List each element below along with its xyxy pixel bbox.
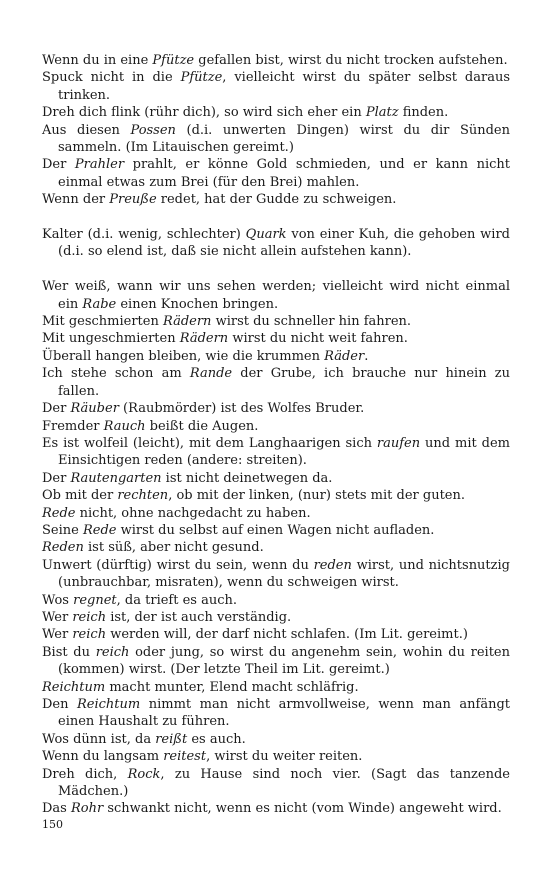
proverb-text: Mit geschmierten xyxy=(42,314,163,330)
proverb-text: , zu Hause sind noch vier. (Sagt das tanzende Mädchen.) xyxy=(58,766,510,800)
proverb-text: Wer weiß, wann wir uns sehen werden; vielleicht wird nicht einmal ein xyxy=(42,279,510,312)
proverb-entry xyxy=(42,696,510,731)
keyword: Rande xyxy=(189,366,233,382)
proverb-text: ist nicht deinetwegen da. xyxy=(161,470,333,486)
proverb-entry xyxy=(42,330,510,347)
proverb-text: prahlt, er könne Gold schmieden, und er kann nicht einmal etwas zum Brei (für den Brei) mahlen. xyxy=(58,157,510,190)
proverb-text: Das xyxy=(42,801,71,817)
proverb-text: Den xyxy=(42,697,78,712)
keyword: Pfütze xyxy=(152,53,195,68)
keyword: reich xyxy=(72,627,107,643)
proverb-text: . xyxy=(364,348,369,364)
keyword: Reden xyxy=(42,540,84,556)
proverb-text: , da trieft es auch. xyxy=(116,592,237,608)
keyword: raufen xyxy=(376,435,421,451)
proverb-entry xyxy=(42,766,510,801)
proverb-text: Wenn du langsam xyxy=(42,749,164,765)
keyword: regnet xyxy=(73,592,117,608)
proverb-text: Unwert (dürftig) wirst du sein, wenn du xyxy=(42,557,314,573)
proverb-text: Wos xyxy=(42,592,74,608)
keyword: reich xyxy=(95,644,130,660)
proverb-entry xyxy=(42,122,510,157)
proverb-text: Wer xyxy=(42,609,73,625)
proverb-text: und mit dem Einsichtigen reden (andere: streiten). xyxy=(58,435,510,469)
proverb-entry xyxy=(42,348,510,365)
proverb-text: (Raubmörder) ist des Wolfes Bruder. xyxy=(118,401,365,417)
proverb-text: Der xyxy=(42,401,71,417)
proverb-entry xyxy=(42,104,510,121)
keyword: Rohr xyxy=(70,801,104,817)
proverb-entry xyxy=(42,365,510,400)
keyword: Rädern xyxy=(162,314,212,330)
proverb-text: gefallen bist, wirst du nicht trocken aufstehen. xyxy=(194,53,508,68)
proverb-text: Wenn du in eine xyxy=(42,53,153,68)
proverb-text: nimmt man nicht armvollweise, wenn man anfängt einen Haushalt zu führen. xyxy=(58,697,510,730)
proverb-entry xyxy=(42,748,510,765)
proverb-entry xyxy=(42,592,510,609)
keyword: reich xyxy=(72,609,107,625)
keyword: Rautengarten xyxy=(70,470,162,486)
proverb-list xyxy=(42,52,510,818)
proverb-text: Wer xyxy=(42,627,73,643)
proverb-text: , wirst du weiter reiten. xyxy=(206,749,363,765)
proverb-text: wirst du nicht weit fahren. xyxy=(228,331,408,347)
proverb-text: Mit ungeschmierten xyxy=(42,331,180,347)
keyword: Reichtum xyxy=(77,697,141,712)
proverb-text: Ob mit der xyxy=(42,488,118,504)
keyword: Rede xyxy=(82,522,117,538)
proverb-text: Dreh dich flink (rühr dich), so wird sich eher ein xyxy=(42,105,366,121)
proverb-text: finden. xyxy=(398,105,449,121)
keyword: Pfütze xyxy=(180,70,223,86)
page-number: 150 xyxy=(42,818,63,831)
keyword: Rede xyxy=(42,505,76,521)
proverb-text: Bist du xyxy=(42,644,96,660)
section-gap xyxy=(42,209,510,226)
proverb-entry xyxy=(42,418,510,435)
proverb-entry xyxy=(42,539,510,556)
proverb-entry xyxy=(42,191,510,208)
keyword: Rauch xyxy=(103,418,146,434)
keyword: Preuße xyxy=(109,192,157,208)
proverb-entry xyxy=(42,470,510,487)
proverb-text: Der xyxy=(42,470,71,486)
proverb-text: Kalter (d.i. wenig, schlechter) xyxy=(42,227,246,243)
proverb-text: Wenn der xyxy=(42,192,110,208)
proverb-text: Fremder xyxy=(42,418,104,434)
proverb-text: es auch. xyxy=(187,731,246,747)
proverb-text: Spuck nicht in die xyxy=(42,70,181,86)
keyword: Rock xyxy=(127,766,161,782)
proverb-text: ist süß, aber nicht gesund. xyxy=(83,540,264,556)
proverb-text: Dreh dich, xyxy=(42,766,128,782)
proverb-entry xyxy=(42,505,510,522)
proverb-entry xyxy=(42,278,510,313)
proverb-text: wirst, und nichtsnutzig (unbrauchbar, misraten), wenn du schweigen wirst. xyxy=(58,557,510,591)
proverb-entry xyxy=(42,731,510,748)
proverb-text: macht munter, Elend macht schläfrig. xyxy=(105,679,359,695)
proverb-text: von einer Kuh, die gehoben wird (d.i. so elend ist, daß sie nicht allein aufstehen kann). xyxy=(58,227,511,260)
keyword: Rabe xyxy=(82,296,117,312)
proverb-text: , vielleicht wirst du später selbst daraus trinken. xyxy=(58,70,510,103)
proverb-text: nicht, ohne nachgedacht zu haben. xyxy=(75,505,311,521)
proverb-text: Es ist wolfeil (leicht), mit dem Langhaarigen sich xyxy=(42,435,377,451)
proverb-text: schwankt nicht, wenn es nicht (vom Winde) angeweht wird. xyxy=(103,801,502,817)
proverb-text: wirst du schneller hin fahren. xyxy=(211,314,412,330)
proverb-text: redet, hat der Gudde zu schweigen. xyxy=(156,192,397,208)
keyword: Quark xyxy=(245,227,287,243)
proverb-text: Ich stehe schon am xyxy=(42,366,190,382)
keyword: Räuber xyxy=(70,401,119,417)
proverb-text: beißt die Augen. xyxy=(145,418,259,434)
keyword: Räder xyxy=(324,348,365,364)
section-gap xyxy=(42,261,510,278)
proverb-entry xyxy=(42,69,510,104)
proverb-text: Der xyxy=(42,157,75,173)
proverb-entry xyxy=(42,644,510,679)
proverb-entry xyxy=(42,487,510,504)
proverb-text: Wos dünn ist, da xyxy=(42,731,156,747)
keyword: reitest xyxy=(163,749,207,765)
proverb-text: (d.i. unwerten Dingen) wirst du dir Sünden sammeln. (Im Litauischen gereimt.) xyxy=(58,122,510,156)
proverb-entry xyxy=(42,313,510,330)
proverb-entry xyxy=(42,435,510,470)
proverb-text: Überall hangen bleiben, wie die krummen xyxy=(42,348,325,364)
proverb-text: der Grube, ich brauche nur hinein zu fallen. xyxy=(58,366,510,399)
proverb-entry xyxy=(42,400,510,417)
proverb-text: Aus diesen xyxy=(42,122,131,138)
keyword: Platz xyxy=(365,105,399,121)
proverb-text: oder jung, so wirst du angenehm sein, wohin du reiten (kommen) wirst. (Der letzte Theil im Lit. gereimt.) xyxy=(58,644,510,678)
proverb-text: , ob mit der linken, (nur) stets mit der guten. xyxy=(168,488,466,504)
proverb-text: wirst du selbst auf einen Wagen nicht aufladen. xyxy=(116,522,435,538)
proverb-entry xyxy=(42,522,510,539)
proverb-text: werden will, der darf nicht schlafen. (Im Lit. gereimt.) xyxy=(106,627,468,643)
proverb-text: einen Knochen bringen. xyxy=(116,296,279,312)
proverb-text: Seine xyxy=(42,522,83,538)
keyword: Prahler xyxy=(74,157,125,173)
keyword: reden xyxy=(313,557,352,573)
keyword: Possen xyxy=(130,122,176,138)
proverb-entry xyxy=(42,609,510,626)
keyword: Reichtum xyxy=(42,679,106,695)
proverb-entry xyxy=(42,800,510,817)
proverb-entry xyxy=(42,679,510,696)
proverb-entry xyxy=(42,626,510,643)
keyword: rechten xyxy=(117,488,169,504)
keyword: reißt xyxy=(155,731,188,747)
proverb-entry xyxy=(42,226,510,261)
proverb-entry xyxy=(42,52,510,69)
proverb-entry xyxy=(42,156,510,191)
keyword: Rädern xyxy=(179,331,229,347)
proverb-text: ist, der ist auch verständig. xyxy=(106,609,292,625)
proverb-entry xyxy=(42,557,510,592)
